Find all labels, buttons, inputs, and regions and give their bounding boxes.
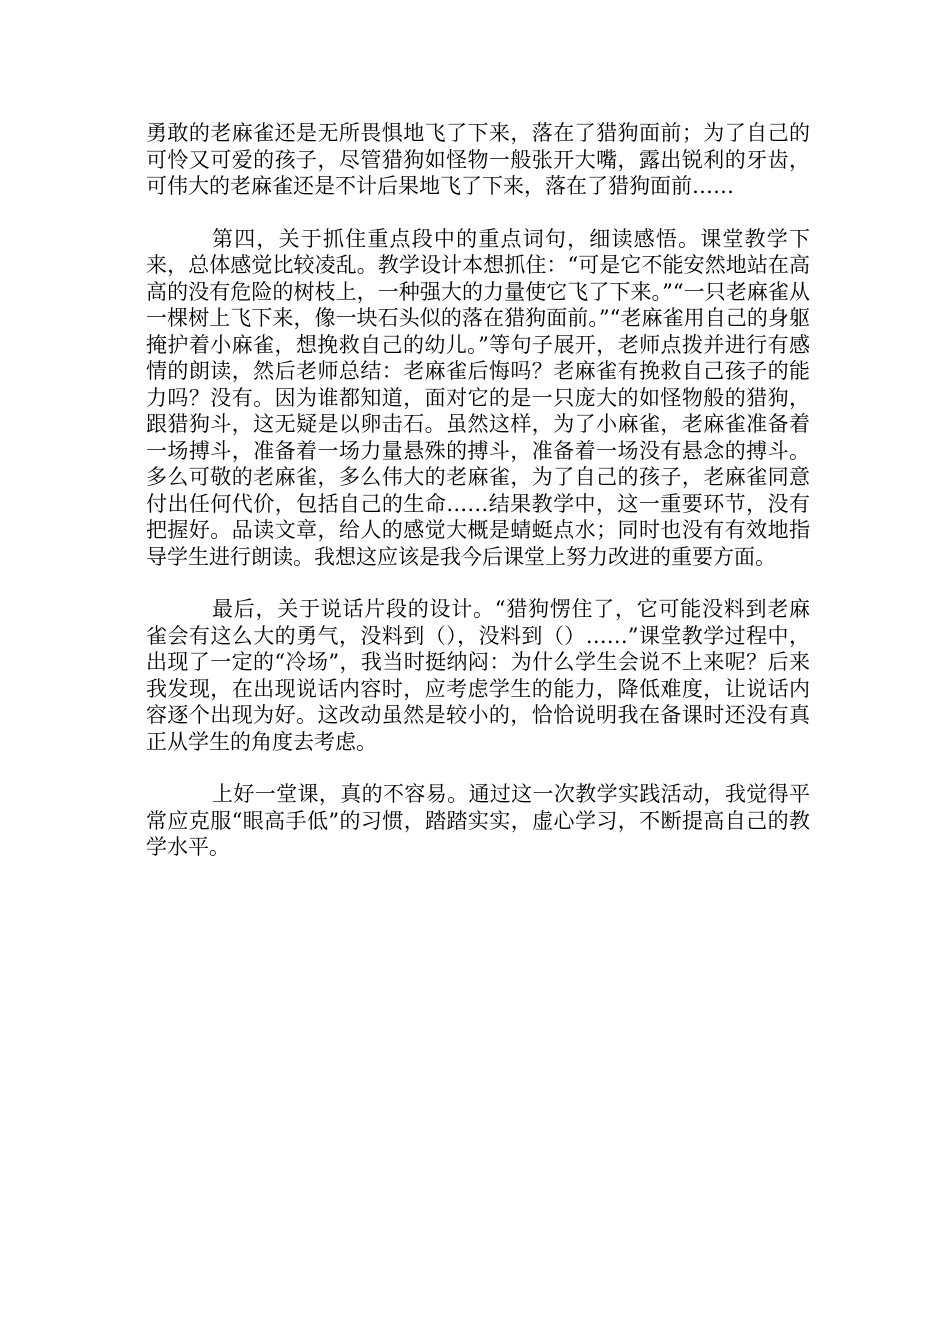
- paragraph-speaking-design: 最后，关于说话片段的设计。“猎狗愣住了，它可能没料到老麻雀会有这么大的勇气，没料到（），没料到（）……”课堂教学过程中，出现了一定的“冷场”，我当时挺纳闷：为什么学生会说不上来呢？后来我发现，在出现说话内容时，应考虑学生的能力，降低难度，让说话内容逐个出现为好。这改动虽然是较小的，恰恰说明我在备课时还没有真正从学生的角度去考虑。: [146, 597, 810, 754]
- paragraph-key-sentences: 第四，关于抓住重点段中的重点词句，细读感悟。课堂教学下来，总体感觉比较凌乱。教学设计本想抓住：“可是它不能安然地站在高高的没有危险的树枝上，一种强大的力量使它飞了下来。”“一只老麻雀从一棵树上飞下来，像一块石头似的落在猎狗面前。”“老麻雀用自己的身躯掩护着小麻雀，想挽救自己的幼儿。”等句子展开，老师点拨并进行有感情的朗读，然后老师总结：老麻雀后悔吗？老麻雀有挽救自己孩子的能力吗？没有。因为谁都知道，面对它的是一只庞大的如怪物般的猎狗，跟猎狗斗，这无疑是以卵击石。虽然这样，为了小麻雀，老麻雀准备着一场搏斗，准备着一场力量悬殊的搏斗，准备着一场没有悬念的搏斗。多么可敬的老麻雀，多么伟大的老麻雀，为了自己的孩子，老麻雀同意付出任何代价，包括自己的生命……结果教学中，这一重要环节，没有把握好。品读文章，给人的感觉大概是蜻蜓点水；同时也没有有效地指导学生进行朗读。我想这应该是我今后课堂上努力改进的重要方面。: [146, 226, 810, 569]
- paragraph-continuation: 勇敢的老麻雀还是无所畏惧地飞了下来，落在了猎狗面前；为了自己的可怜又可爱的孩子，尽管猎狗如怪物一般张开大嘴，露出锐利的牙齿，可伟大的老麻雀还是不计后果地飞了下来，落在了猎狗面前……: [146, 121, 810, 198]
- paragraph-conclusion: 上好一堂课，真的不容易。通过这一次教学实践活动，我觉得平常应克服“眼高手低”的习惯，踏踏实实，虚心学习，不断提高自己的教学水平。: [146, 782, 810, 859]
- document-body: [146, 120, 810, 887]
